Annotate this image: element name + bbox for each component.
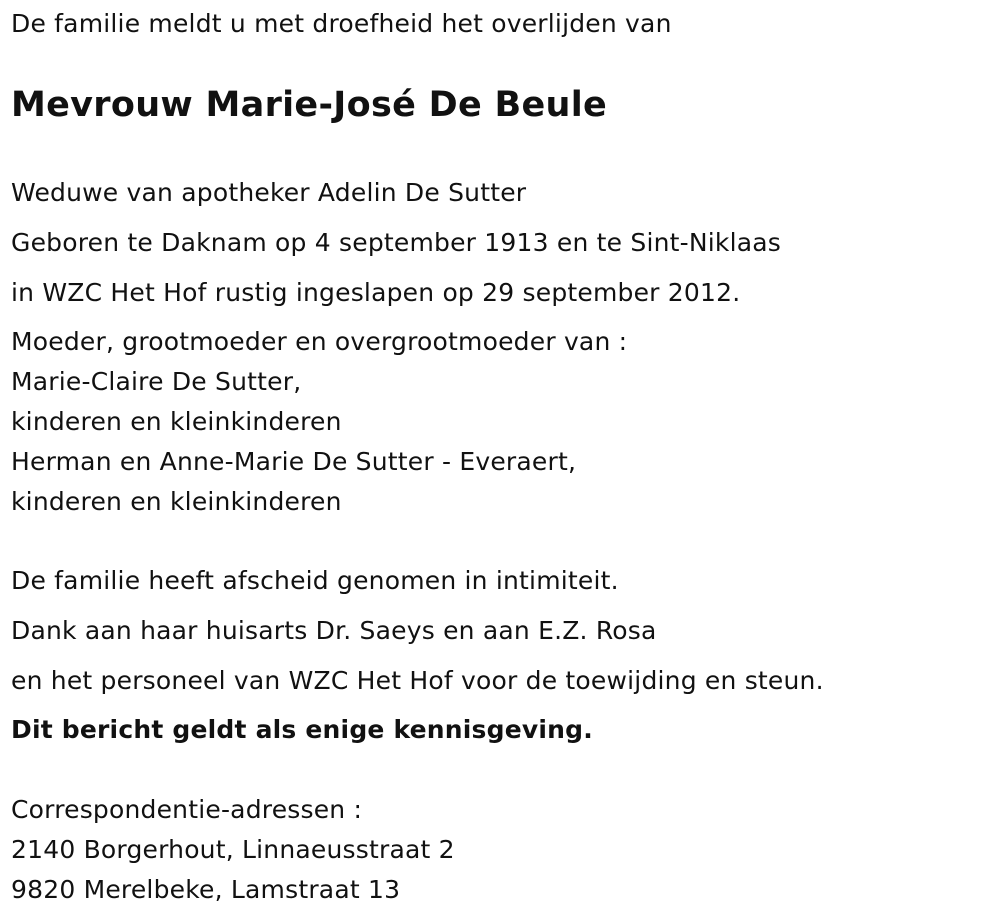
family-member: Herman en Anne-Marie De Sutter - Everaert, bbox=[11, 447, 577, 476]
address-line: 2140 Borgerhout, Linnaeusstraat 2 bbox=[11, 835, 455, 864]
sole-notice-text: Dit bericht geldt als enige kennisgeving. bbox=[11, 715, 593, 744]
address-line: 9820 Merelbeke, Lamstraat 13 bbox=[11, 875, 401, 904]
family-member: Marie-Claire De Sutter, bbox=[11, 367, 302, 396]
birth-text: Geboren te Daknam op 4 september 1913 en te Sint-Niklaas bbox=[11, 228, 782, 257]
death-notice bbox=[11, 0, 991, 924]
widow-text: Weduwe van apotheker Adelin De Sutter bbox=[11, 178, 527, 207]
farewell-text: De familie heeft afscheid genomen in intimiteit. bbox=[11, 566, 619, 595]
family-member: kinderen en kleinkinderen bbox=[11, 487, 342, 516]
family-member: kinderen en kleinkinderen bbox=[11, 407, 342, 436]
deceased-name: Mevrouw Marie-José De Beule bbox=[11, 85, 608, 125]
passing-text: in WZC Het Hof rustig ingeslapen op 29 september 2012. bbox=[11, 278, 741, 307]
correspondence-label: Correspondentie-adressen : bbox=[11, 795, 363, 824]
family-intro: Moeder, grootmoeder en overgrootmoeder van : bbox=[11, 327, 628, 356]
intro-text: De familie meldt u met droefheid het overlijden van bbox=[11, 9, 672, 38]
thanks-text: en het personeel van WZC Het Hof voor de toewijding en steun. bbox=[11, 666, 824, 695]
thanks-text: Dank aan haar huisarts Dr. Saeys en aan E.Z. Rosa bbox=[11, 616, 657, 645]
